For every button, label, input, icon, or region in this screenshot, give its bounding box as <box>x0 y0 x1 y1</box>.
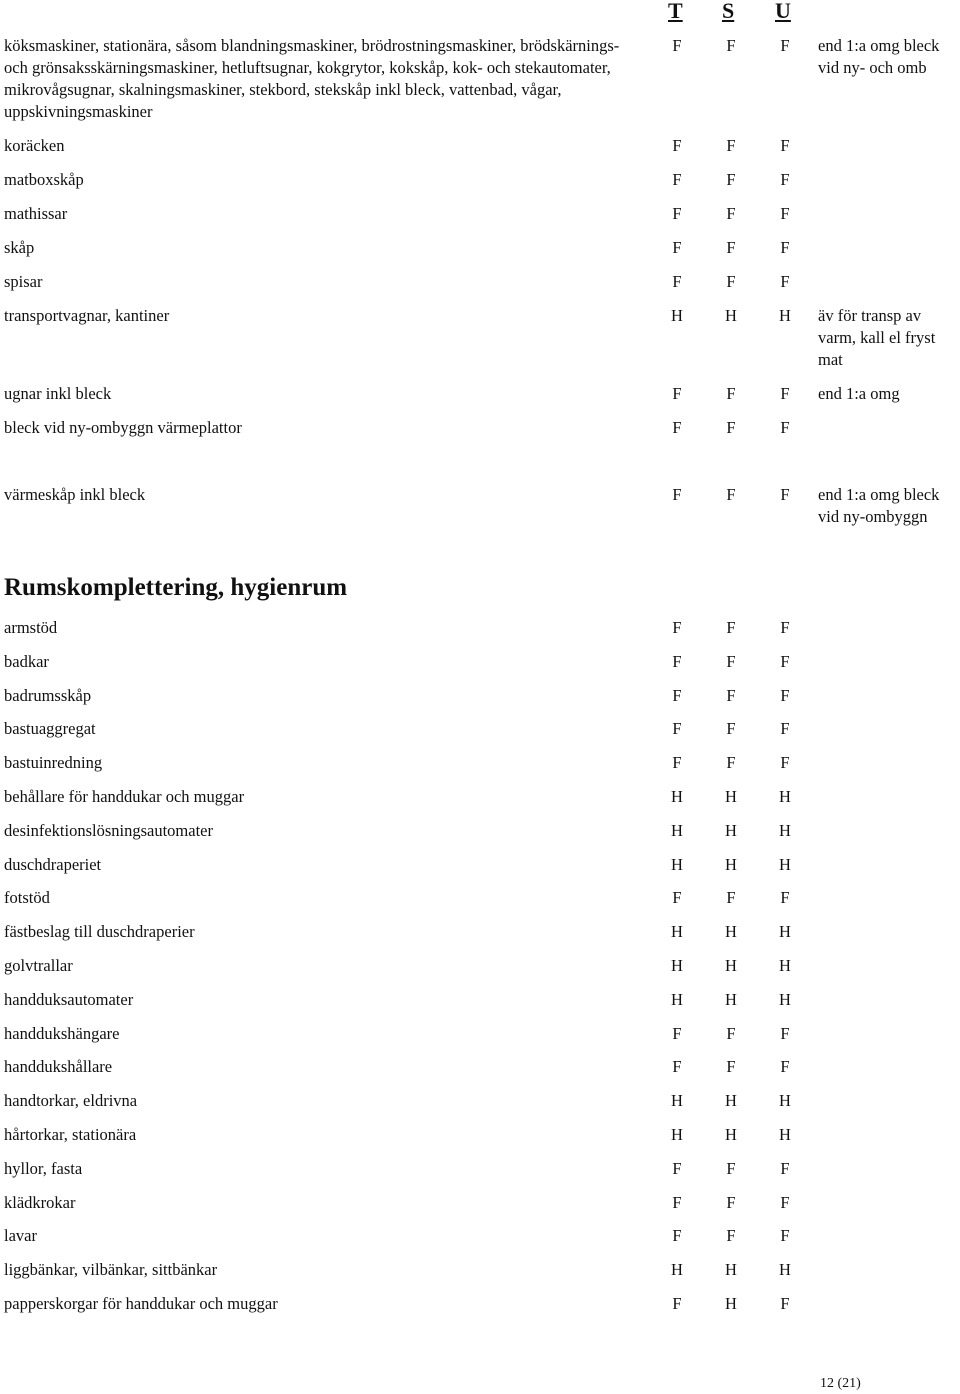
value-u: F <box>780 384 790 403</box>
value-t: F <box>672 384 682 403</box>
item-name: fotstöd <box>4 888 50 908</box>
value-t: F <box>672 418 682 437</box>
value-t: F <box>672 719 682 739</box>
value-t: F <box>672 1158 682 1178</box>
item-name: transportvagnar, kantiner <box>4 306 170 325</box>
value-s: F <box>726 888 736 908</box>
value-s: F <box>726 204 736 223</box>
value-u: F <box>780 418 790 437</box>
value-u: H <box>779 1091 791 1111</box>
value-u: F <box>780 272 790 291</box>
value-s: H <box>725 820 737 840</box>
item-note: end 1:a omg bleck vid ny- och omb <box>818 36 940 77</box>
value-t: F <box>672 888 682 908</box>
value-t: H <box>671 1125 683 1144</box>
item-name: skåp <box>4 238 35 257</box>
item-name: klädkrokar <box>4 1192 76 1212</box>
value-u: F <box>780 238 790 257</box>
item-name: lavar <box>4 1226 37 1246</box>
item-name: bastuaggregat <box>4 719 96 739</box>
value-u: H <box>779 854 791 874</box>
value-u: H <box>779 922 791 942</box>
item-name: handtorkar, eldrivna <box>4 1091 138 1111</box>
item-note: end 1:a omg <box>818 384 900 403</box>
page-number: 12 (21) <box>820 1376 861 1391</box>
value-s: F <box>726 719 736 739</box>
value-s: H <box>725 306 737 325</box>
value-u: H <box>779 306 791 325</box>
value-s: H <box>725 922 737 942</box>
item-name: fästbeslag till duschdraperier <box>4 922 195 942</box>
value-s: H <box>725 854 737 874</box>
item-name: ugnar inkl bleck <box>4 384 112 403</box>
item-name: armstöd <box>4 618 58 637</box>
value-u: F <box>780 1192 790 1212</box>
column-header-s: S <box>722 0 735 23</box>
item-name: köksmaskiner, stationära, såsom blandningsmaskiner, brödrostningsmaskiner, brödskärnings- och grönsaksskärningsmaskiner, hetluftsugnar, kokgrytor, kokskåp, kok- och stekautomater, mikrovågsugnar, skalningsmaskiner, stekbord, stekskåp inkl bleck, vattenbad, vågar, uppskivningsmaskiner <box>4 36 620 121</box>
value-s: F <box>726 384 736 403</box>
value-t: F <box>672 1057 682 1077</box>
value-s: F <box>726 170 736 189</box>
value-s: F <box>726 753 736 773</box>
value-t: F <box>672 1023 682 1043</box>
column-header-t: T <box>668 0 683 23</box>
value-u: H <box>779 787 791 806</box>
value-s: F <box>726 1158 736 1178</box>
value-t: F <box>672 204 682 223</box>
value-t: F <box>672 1192 682 1212</box>
value-t: H <box>671 922 683 942</box>
value-t: H <box>671 989 683 1009</box>
value-t: H <box>671 1091 683 1111</box>
value-u: H <box>779 956 791 975</box>
value-u: H <box>779 1260 791 1280</box>
value-t: F <box>672 272 682 291</box>
value-t: H <box>671 820 683 840</box>
value-s: F <box>726 238 736 257</box>
value-u: F <box>780 136 790 155</box>
value-t: F <box>672 485 682 504</box>
item-name: spisar <box>4 272 43 291</box>
value-u: F <box>780 1226 790 1246</box>
item-name: matboxskåp <box>4 170 84 189</box>
value-s: H <box>725 1260 737 1280</box>
item-name: liggbänkar, vilbänkar, sittbänkar <box>4 1260 218 1280</box>
value-s: F <box>726 418 736 437</box>
item-name: koräcken <box>4 136 65 155</box>
value-u: F <box>780 618 790 637</box>
value-u: F <box>780 1158 790 1178</box>
value-t: H <box>671 854 683 874</box>
value-s: H <box>725 1125 737 1144</box>
item-name: mathissar <box>4 204 68 223</box>
item-name: duschdraperiet <box>4 854 102 874</box>
item-name: papperskorgar för handdukar och muggar <box>4 1294 278 1313</box>
value-u: F <box>780 1057 790 1077</box>
column-header-u: U <box>775 0 791 23</box>
value-t: F <box>672 651 682 671</box>
value-s: F <box>726 618 736 637</box>
value-t: F <box>672 36 682 55</box>
value-u: F <box>780 685 790 705</box>
value-s: H <box>725 787 737 806</box>
value-t: H <box>671 956 683 975</box>
value-s: F <box>726 685 736 705</box>
item-name: desinfektionslösningsautomater <box>4 820 213 840</box>
value-t: F <box>672 753 682 773</box>
value-t: H <box>671 1260 683 1280</box>
value-u: H <box>779 820 791 840</box>
value-t: F <box>672 685 682 705</box>
value-u: F <box>780 485 790 504</box>
item-name: golvtrallar <box>4 956 73 975</box>
value-s: H <box>725 989 737 1009</box>
value-s: H <box>725 1294 737 1313</box>
value-s: H <box>725 1091 737 1111</box>
value-s: F <box>726 485 736 504</box>
value-u: H <box>779 1125 791 1144</box>
value-s: F <box>726 36 736 55</box>
value-s: F <box>726 1057 736 1077</box>
section-title: Rumskomplettering, hygienrum <box>4 574 348 601</box>
value-s: H <box>725 956 737 975</box>
value-u: F <box>780 1023 790 1043</box>
item-name: värmeskåp inkl bleck <box>4 485 146 504</box>
value-u: F <box>780 1294 790 1313</box>
value-u: F <box>780 651 790 671</box>
value-s: F <box>726 1226 736 1246</box>
item-note: äv för transp av varm, kall el fryst mat <box>818 306 936 369</box>
value-s: F <box>726 272 736 291</box>
value-s: F <box>726 136 736 155</box>
item-name: hyllor, fasta <box>4 1158 83 1178</box>
item-note: end 1:a omg bleck vid ny-ombyggn <box>818 485 940 526</box>
value-u: F <box>780 36 790 55</box>
item-name: badrumsskåp <box>4 685 92 705</box>
value-u: F <box>780 753 790 773</box>
item-name: handduksautomater <box>4 989 134 1009</box>
value-t: F <box>672 618 682 637</box>
value-t: F <box>672 136 682 155</box>
item-name: bastuinredning <box>4 753 103 773</box>
value-t: F <box>672 238 682 257</box>
value-t: H <box>671 306 683 325</box>
value-t: F <box>672 170 682 189</box>
value-u: F <box>780 888 790 908</box>
item-name: handdukshängare <box>4 1023 120 1043</box>
value-u: F <box>780 719 790 739</box>
item-name: badkar <box>4 651 49 671</box>
value-u: F <box>780 204 790 223</box>
item-name: hårtorkar, stationära <box>4 1125 137 1144</box>
item-name: bleck vid ny-ombyggn värmeplattor <box>4 418 242 437</box>
value-u: H <box>779 989 791 1009</box>
value-s: F <box>726 1192 736 1212</box>
value-u: F <box>780 170 790 189</box>
item-name: behållare för handdukar och muggar <box>4 787 245 806</box>
value-s: F <box>726 1023 736 1043</box>
value-t: F <box>672 1294 682 1313</box>
value-s: F <box>726 651 736 671</box>
item-name: handdukshållare <box>4 1057 113 1077</box>
value-t: F <box>672 1226 682 1246</box>
value-t: H <box>671 787 683 806</box>
